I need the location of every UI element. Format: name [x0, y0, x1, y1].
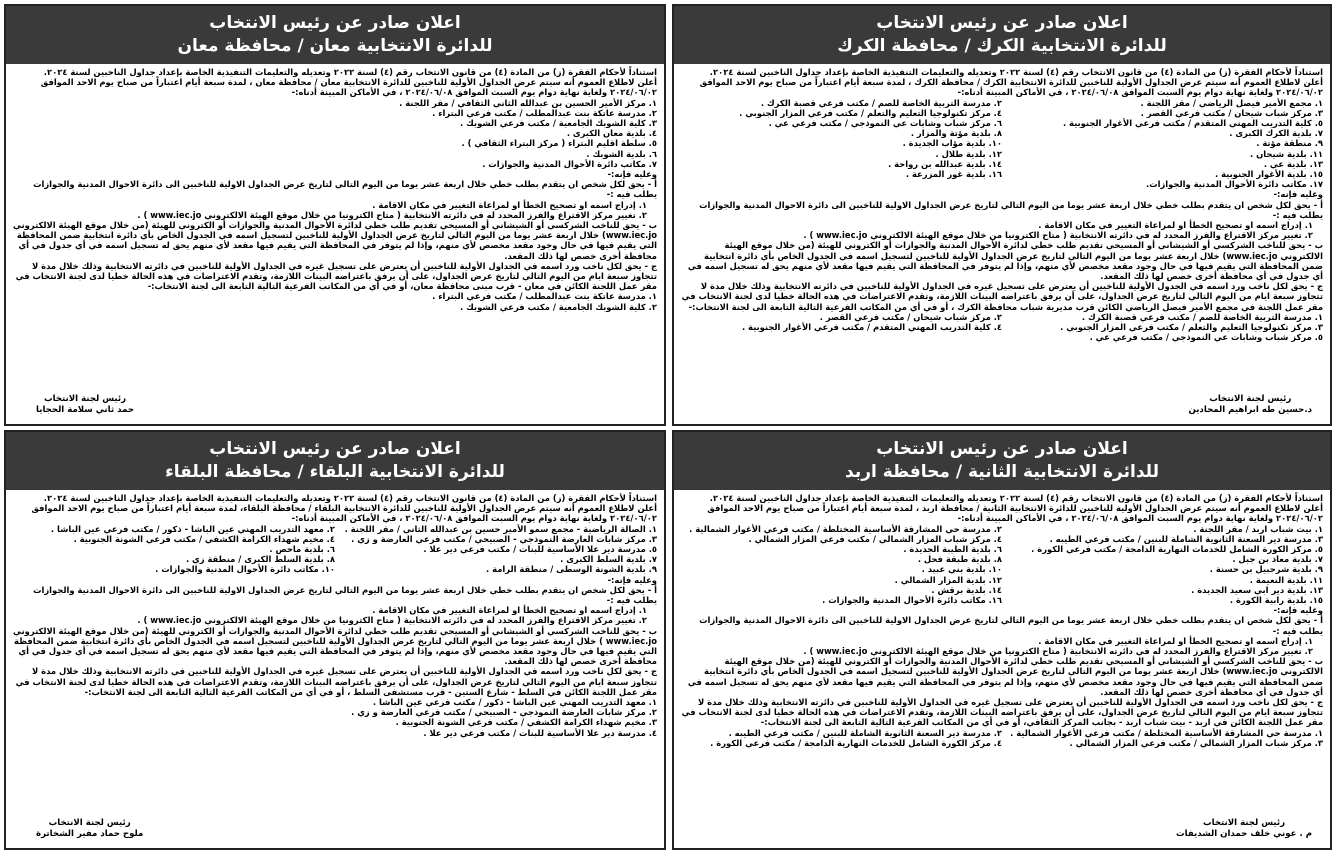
list-item: ١٥. بلدية رابية الكورة .	[1229, 595, 1323, 606]
list-item: ٣. مركز شابات العارضة النموذجي - الصبيحي / مكتب فرعي العارضة و زي .	[351, 533, 657, 544]
list-item: ١٠. بلدية بني عبيد .	[921, 564, 1002, 575]
intro-text: استناداً لأحكام الفقرة (ز) من المادة (٤) من قانون الانتخاب رقم (٤) لسنة ٢٠٢٢ وتعديله والتعليمات التنفيذية الخاصة بإعداد جداول الناخبين لسنة ٢٠٢٤.	[709, 67, 1323, 77]
paragraph-a2: ٢. تغيير مركز الاقتراع والفرز المحدد له في دائرته الانتخابية ( متاح الكترونيا من خلال موقع الهيئة الالكتروني www.iec.jo ) .	[137, 615, 647, 626]
notice-body	[674, 64, 1330, 342]
list-item: ٥. مركز الكورة الشامل للخدمات النهارية الدامجة / مكتب فرعي الكورة .	[1031, 544, 1323, 555]
paragraph-a2: ٢. تغيير مركز الاقتراع والفرز المحدد له في دائرته الانتخابية ( متاح الكترونيا من خلال موقع الهيئة الالكتروني www.iec.jo ) .	[803, 646, 1313, 657]
notice-title: اعلان صادر عن رئيس الانتخاب	[876, 13, 1128, 33]
list-item: ١٠. مكاتب دائرة الأحوال المدنية والجوازات .	[155, 564, 335, 575]
places-list	[681, 98, 1323, 190]
rights-heading: وعليه فإنه:-	[1273, 605, 1323, 616]
list-item: ٢. مدرسة التربية الخاصة للصم / مكتب فرعي قصبة الكرك .	[760, 97, 1002, 108]
list-item: ٢. مركز شابات العارضة النموذجي - الصبيحي / مكتب فرعي العارضة و زي .	[351, 707, 657, 718]
paragraph-b: ب - يحق للناخب الشركسي أو الشيشاني أو المسيحي تقديم طلب خطي لدائرة الأحوال المدنية والجوازات أو الكتروني للهيئة (من خلال موقع الهيئة الالكتروني www.iec.jo ) خلال اربعة عشر يوما من اليوم التالي لتاريخ عرض الجداول الأولية للناخبين لتسجيل اسمه في الجدول الخاص بأي دائرة انتخابية ضمن المحافظة التي يقيم فيها في حال وجود مقعد مخصص لأي منهم، وإذا لم يتوفر في المحافظة التي يقيم فيها مقعد لأي منهم يحق له تسجيل اسمه في أي جدول في أي محافظة أخرى خصص لها ذلك المقعد.	[13, 625, 657, 667]
list-item: ٥. مدرسة دير علا الأساسية للبنات / مكتب فرعي دير علا .	[423, 544, 657, 555]
list-item: ١. مدرسة عاتكة بنت عبدالمطلب / مكتب فرعي البتراء .	[432, 291, 657, 302]
paragraph-b: ب - يحق للناخب الشركسي أو الشيشاني أو المسيحي تقديم طلب خطي لدائرة الأحوال المدنية والجوازات أو الكتروني للهيئة (من خلال موقع الهيئة الالكتروني www.iec.jo) خلال اربعة عشر يوما من اليوم التالي لتاريخ عرض الجداول الأولية للناخبين لتسجيل اسمه في الجدول الخاص بأي دائرة انتخابية ضمن المحافظة التي يقيم فيها في حال وجود مقعد مخصص لأي منهم، وإذا لم يتوفر في المحافظة التي يقيم فيها مقعد لأي منهم يحق له تسجيل اسمه في أي جدول في أي محافظة أخرى خصص لها ذلك المقعد.	[687, 656, 1323, 697]
notice-subtitle: للدائرة الانتخابية الثانية / محافظة اربد	[845, 462, 1159, 482]
list-item: ١. مدرسة التربية الخاصة للصم / مكتب فرعي قصبة الكرك .	[1081, 311, 1323, 322]
notice-subtitle: للدائرة الانتخابية البلقاء / محافظة البلقاء	[165, 462, 505, 482]
offices-list	[681, 728, 1323, 748]
notice-title: اعلان صادر عن رئيس الانتخاب	[876, 439, 1128, 459]
notice-irbid	[672, 430, 1332, 850]
paragraph-a: أ - يحق لكل شخص ان يتقدم بطلب خطي خلال اربعة عشر يوما من اليوم التالي لتاريخ عرض الجداول الاولية للناخبين الى دائرة الاحوال المدنية والجوازات يطلب فيه :-	[699, 615, 1323, 636]
places-list	[13, 98, 657, 169]
rights-heading: وعليه فإنه:-	[607, 574, 657, 585]
rights-heading: وعليه فإنه:-	[1273, 189, 1323, 200]
places-list	[681, 524, 1323, 606]
signature-block	[1188, 394, 1312, 416]
list-item: ٢. مركز شباب شيحان / مكتب فرعي القصر .	[819, 311, 1002, 322]
list-item: ٣. مركز شباب المزار الشمالي / مكتب فرعي المزار الشمالي .	[1069, 737, 1323, 748]
list-item: ١١. بلدية شيحان .	[1250, 148, 1323, 159]
notice-karak	[672, 4, 1332, 426]
list-item: ١٧. مكاتب دائرة الأحوال المدنية والجوازات.	[1146, 179, 1323, 190]
list-item: ٣. مخيم شهداء الكرامة الكشفي / مكتب فرعي الشونة الجنوبية .	[395, 717, 657, 728]
paragraph-a1: ١. إدراج اسمه او تصحيح الخطأ او لمراعاة التغيير في مكان الاقامة .	[372, 199, 647, 210]
notice-body	[674, 490, 1330, 748]
notice-subtitle: للدائرة الانتخابية معان / محافظة معان	[177, 36, 493, 56]
list-item: ٢. كلية الشوبك الجامعية / مكتب فرعي الشوبك .	[460, 301, 657, 312]
notice-title: اعلان صادر عن رئيس الانتخاب	[209, 13, 461, 33]
list-item: ١. بيت شباب اربد / مقر اللجنة .	[1193, 523, 1323, 534]
signature-name: م . عوني خلف حمدان الشديفات	[1176, 829, 1312, 839]
list-item: ١١. بلدية النعيمة .	[1249, 574, 1323, 585]
places-list	[13, 524, 657, 575]
paragraph-c: ج - يحق لكل ناخب ورد اسمه في الجدول الأولية للناخبين أن يعترض على تسجيل غيره في الجداول الأولية للناخبين في دائرته الانتخابية وذلك خلال مدة لا تتجاوز سبعة ايام من اليوم التالي لتاريخ عرض الجداول، على أن يرفق باعتراضه البينات اللازمة، وتقدم الاعتراضات في هذه الحالة خطيا لدى لجنة الانتخاب في مقر عمل اللجنة في مجمع الأمير فيصل الرياضي الكائن قرب مديرية شباب محافظة الكرك ، أو في أي من المكاتب الفرعية التالية التابعة الى لجنة الانتخاب:-	[681, 281, 1323, 312]
list-item: ٤. مركز شباب المزار الشمالي / مكتب فرعي المزار الشمالي .	[748, 533, 1002, 544]
intro-text: استناداً لأحكام الفقرة (ز) من المادة (٤) من قانون الانتخاب رقم (٤) لسنة ٢٠٢٢ وتعديله والتعليمات التنفيذية الخاصة بإعداد جداول الناخبين لسنة ٢٠٢٤.	[709, 493, 1323, 503]
paragraph-c: ج - يحق لكل ناخب ورد اسمه في الجداول الأولية للناخبين أن يعترض على تسجيل غيره في الجداول الأولية للناخبين في دائرته الانتخابية وذلك خلال مدة لا تتجاوز سبعة ايام من اليوم التالي لتاريخ عرض الجداول، على أن يرفق باعتراضه البينات اللازمة، وتقدم الاعتراضات في هذه الحالة خطيا لدى لجنة الانتخاب في مقر عمل اللجنة الكائن في السلط - شارع الستين - قرب مستشفى السلط ، أو في أي من المكاتب الفرعية التالية التابعة الى لجنة الانتخاب:-	[15, 666, 657, 697]
notice-header	[6, 6, 664, 64]
list-item: ٧. بلدية معاذ بن جبل .	[1232, 554, 1323, 565]
list-item: ١. مجمع الأمير فيصل الرياضي / مقر اللجنة .	[1140, 97, 1323, 108]
list-item: ٦. بلدية ماحص .	[269, 544, 335, 555]
offices-list	[13, 291, 657, 311]
list-item: ٤. مركز تكنولوجيا التعليم والتعلم / مكتب فرعي المزار الجنوبي .	[739, 107, 1002, 118]
notice-maan	[4, 4, 666, 426]
list-item: ٧. بلدية السلط الكبرى .	[560, 554, 657, 565]
offices-list	[681, 312, 1323, 343]
notice-body	[6, 64, 664, 312]
list-item: ٥. مركز شباب وشابات عي النموذجي / مكتب فرعي عي .	[1089, 332, 1323, 343]
list-item: ٦. بلدية الطيبة الجديدة .	[903, 544, 1002, 555]
list-item: ٢. مدرسة حي المشارقة الأساسية المختلطة / مكتب فرعي الأغوار الشمالية .	[689, 523, 1002, 534]
signature-name: د.حسين طه ابراهيم المحادين	[1188, 405, 1312, 415]
list-item: ٣. مركز تكنولوجيا التعليم والتعلم / مكتب فرعي المزار الجنوبي .	[1060, 322, 1323, 333]
list-item: ٢. معهد التدريب المهني عين الباشا - ذكور / مكتب فرعي عين الباشا .	[50, 523, 335, 534]
list-item: ٢. مدرسة دير السعنة الثانوية الشاملة للبنين / مكتب فرعي الطيبه .	[728, 727, 1002, 738]
rights-heading: وعليه فإنه:-	[607, 169, 657, 180]
list-item: ٣. كلية الشوبك الجامعية / مكتب فرعي الشوبك .	[460, 118, 657, 129]
signature-block	[1176, 818, 1312, 840]
list-item: ١٠. بلدية مؤاب الجديدة .	[902, 138, 1002, 149]
intro-text: استناداً لأحكام الفقرة (ز) من المادة (٤) من قانون الانتخاب رقم (٤) لسنة ٢٠٢٢ وتعديله والتعليمات التنفيذية الخاصة بإعداد جداول الناخبين لسنة ٢٠٢٤.	[43, 67, 657, 77]
signature-block	[36, 394, 134, 416]
signature-name: ملوح حماد مفير الشخاترة	[36, 829, 144, 839]
list-item: ١٤. بلدية برقش .	[931, 584, 1002, 595]
paragraph-a1: ١. إدراج اسمه او تصحيح الخطأ او لمراعاة التغيير في مكان الاقامة .	[1038, 635, 1313, 646]
list-item: ٤. مركز الكورة الشامل للخدمات النهارية الدامجة / مكتب فرعي الكورة .	[710, 737, 1002, 748]
announce-text: أعلن لاطلاع العموم أنه سيتم عرض الجداول الأولية للناخبين للدائرة الانتخابية معان / محافظة معان ، لمدة سبعة أيام اعتباراً من صباح يوم الاحد الموافق ٢٠٢٤/٠٦/٠٢ ولغاية نهاية دوام يوم السبت الموافق ٢٠٢٤/٠٦/٠٨ ، في الأماكن المبينة أدناه:-	[40, 77, 657, 98]
announce-text: أعلن لاطلاع العموم أنه سيتم عرض الجداول الأولية للناخبين للدائرة الانتخابية الثانية / محافظة اربد ، لمدة سبعة أيام اعتباراً من صباح يوم الاحد الموافق ٢٠٢٤/٠٦/٠٢ ولغاية نهاية دوام يوم السبت الموافق ٢٠٢٤/٠٦/٠٨ ، في الأماكن المبينة أدناه:-	[707, 503, 1323, 524]
list-item: ٥. كلية التدريب المهني المتقدم / مكتب فرعي الأغوار الجنوبية .	[1062, 118, 1323, 129]
intro-text: استناداً لأحكام الفقرة (ز) من المادة (٤) من قانون الانتخاب رقم (٤) لسنة ٢٠٢٢ وتعديله والتعليمات التنفيذية الخاصة بإعداد جداول الناخبين لسنة ٢٠٢٤.	[43, 493, 657, 503]
list-item: ١٣. بلدية دير ابي سعيد الجديدة .	[1191, 584, 1323, 595]
list-item: ٤. مدرسة دير علا الأساسية للبنات / مكتب فرعي دير علا .	[423, 727, 657, 738]
list-item: ٧. بلدية الكرك الكبرى .	[1229, 128, 1323, 139]
paragraph-a: أ - يحق لكل شخص ان يتقدم بطلب خطي خلال اربعة عشر يوما من اليوم التالي لتاريخ عرض الجداول الاولية للناخبين الى دائرة الاحوال المدنية والجوازات يطلب فيه :-	[33, 179, 657, 200]
list-item: ١٤. بلدية عبدالله بن رواحة .	[888, 158, 1002, 169]
list-item: ١٢. بلدية المزار الشمالي .	[894, 574, 1002, 585]
list-item: ١٥. بلدية الأغوار الجنوبية .	[1214, 169, 1323, 180]
notice-body	[6, 490, 664, 738]
list-item: ٤. بلدية معان الكبرى .	[566, 128, 657, 139]
announce-text: أعلن لاطلاع العموم أنه سيتم عرض الجداول الأولية للناخبين للدائرة الانتخابية الكرك / محافظة الكرك ، لمدة سبعة أيام اعتباراً من صباح يوم الاحد الموافق ٢٠٢٤/٠٦/٠٢ ولغاية نهاية دوام يوم السبت الموافق ٢٠٢٤/٠٦/٠٨ ، في الأماكن المبينة أدناه:-	[699, 77, 1323, 98]
paragraph-b: ب - يحق للناخب الشركسي أو الشيشاني أو المسيحي تقديم طلب خطي لدائرة الأحوال المدنية والجوازات أو الكتروني للهيئة (من خلال موقع الهيئة الالكتروني www.iec.jo) خلال اربعة عشر يوما من اليوم التالي لتاريخ عرض الجداول الأولية للناخبين لتسجيل اسمه في الجدول الخاص بأي دائرة انتخابية ضمن المحافظة التي يقيم فيها في حال وجود مقعد مخصص لأي منهم، وإذا لم يتوفر في المحافظة التي يقيم فيها مقعد لأي منهم يحق له تسجيل اسمه في أي جدول في أي محافظة أخرى خصص لها ذلك المقعد.	[13, 220, 657, 261]
paragraph-a: أ - يحق لكل شخص ان يتقدم بطلب خطي خلال اربعة عشر يوما من اليوم التالي لتاريخ عرض الجداول الاولية للناخبين الى دائرة الاحوال المدنية والجوازات يطلب فيه :-	[699, 199, 1323, 220]
notice-balqa	[4, 430, 666, 850]
signature-name: حمد ثاني سلامة الحجايا	[36, 405, 135, 415]
list-item: ٨. بلدية السلط الكبرى / منطقة زي .	[185, 554, 335, 565]
list-item: ٣. مركز شباب شيحان / مكتب فرعي القصر .	[1140, 107, 1323, 118]
list-item: ١. معهد التدريب المهني عين الباشا - ذكور / مكتب فرعي عين الباشا .	[372, 697, 657, 708]
signature-title: رئيس لجنة الانتخاب	[1209, 394, 1292, 404]
list-item: ٨. بلدية مؤتة والمزار .	[910, 128, 1002, 139]
list-item: ٣. مدرسة دير السعنة الثانوية الشاملة للبنين / مكتب فرعي الطيبه .	[1049, 533, 1323, 544]
paragraph-a2: ٢. تغيير مركز الاقتراع والفرز المحدد له في دائرته الانتخابية ( متاح الكترونيا من خلال موقع الهيئة الالكتروني www.iec.jo ) .	[803, 230, 1313, 241]
list-item: ١. الصالة الرياضية - مجمع سمو الأمير حسين بن عبدالله الثاني / مقر اللجنة .	[344, 523, 657, 534]
list-item: ١٦. مكاتب دائرة الأحوال المدنية والجوازات .	[822, 595, 1002, 606]
list-item: ٦. بلدية الشوبك .	[586, 148, 657, 159]
list-item: ١٦. بلدية غور المزرعة .	[905, 169, 1002, 180]
list-item: ١٣. بلدية عي .	[1263, 158, 1323, 169]
signature-title: رئيس لجنة الانتخاب	[43, 394, 127, 404]
list-item: ١. مدرسة حي المشارقة الأساسية المختلطة / مكتب فرعي الأغوار الشمالية .	[1010, 727, 1323, 738]
list-item: ٥. سلطة اقليم البتراء ( مركز البتراء الثقافي ) .	[461, 138, 657, 149]
offices-list	[13, 697, 657, 738]
paragraph-a1: ١. إدراج اسمه او تصحيح الخطأ او لمراعاة التغيير في مكان الاقامة .	[372, 605, 647, 616]
list-item: ٨. بلدية طبقة فحل .	[917, 554, 1002, 565]
notice-title: اعلان صادر عن رئيس الانتخاب	[209, 439, 461, 459]
signature-title: رئيس لجنة الانتخاب	[48, 818, 131, 828]
list-item: ١٢. بلدية طلال .	[935, 148, 1002, 159]
paragraph-a1: ١. إدراج اسمه او تصحيح الخطأ او لمراعاة التغيير في مكان الاقامة .	[1038, 220, 1313, 231]
signature-title: رئيس لجنة الانتخاب	[1202, 818, 1286, 828]
list-item: ٤. كلية التدريب المهني المتقدم / مكتب فرعي الأغوار الجنوبية .	[741, 322, 1002, 333]
notice-header	[674, 6, 1330, 64]
paragraph-c: ج - يحق لكل ناخب ورد اسمه في الجداول الأولية للناخبين أن يعترض على تسجيل غيره في الجداول الأولية للناخبين في دائرته الانتخابية وذلك خلال مدة لا تتجاوز سبعة ايام من اليوم التالي لتاريخ عرض الجداول، على أن يرفق باعتراضه البينات اللازمة، وتقدم الاعتراضات في هذه الحالة خطيا لدى لجنة الانتخاب في مقر عمل اللجنة الكائن في اربد - بيت شباب اربد - بجانب المركز الثقافي، أو في أي من المكاتب الفرعية التالية التابعة الى لجنة الانتخاب:-	[681, 697, 1323, 728]
paragraph-a2: ٢. تغيير مركز الاقتراع والفرز المحدد له في دائرته الانتخابية ( متاح الكترونيا من خلال موقع الهيئة الالكتروني www.iec.jo ) .	[137, 209, 647, 220]
paragraph-a: أ - يحق لكل شخص ان يتقدم بطلب خطي خلال اربعة عشر يوما من اليوم التالي لتاريخ عرض الجداول الاولية للناخبين الى دائرة الاحوال المدنية والجوازات يطلب فيه :-	[33, 584, 657, 606]
signature-block	[36, 818, 143, 840]
notice-header	[6, 432, 664, 490]
list-item: ٩. بلدية الشونة الوسطى / منطقة الرامة .	[486, 564, 657, 575]
notice-subtitle: للدائرة الانتخابية الكرك / محافظة الكرك	[837, 36, 1167, 56]
paragraph-b: ب - يحق للناخب الشركسي أو الشيشاني أو المسيحي تقديم طلب خطي لدائرة الأحوال المدنية والجوازات أو الكتروني للهيئة (من خلال موقع الهيئة الالكتروني www.iec.jo) خلال اربعة عشر يوما من اليوم التالي لتاريخ عرض الجداول الأولية للناخبين لتسجيل اسمه في الجدول الخاص بأي دائرة انتخابية ضمن المحافظة التي يقيم فيها في حال وجود مقعد مخصص لأي منهم، وإذا لم يتوفر في المحافظة التي يقيم فيها مقعد لأي منهم يحق له تسجيل اسمه في أي جدول في أي محافظة أخرى خصص لها ذلك المقعد.	[687, 240, 1323, 282]
paragraph-c: ج - يحق لكل ناخب ورد اسمه في الجداول الأولية للناخبين أن يعترض على تسجيل غيره في الجداول الأولية للناخبين في دائرته الانتخابية وذلك خلال مدة لا تتجاوز سبعة ايام من اليوم التالي لتاريخ عرض الجداول، على أن يرفق باعتراضه البينات اللازمة، وتقدم الاعتراضات في هذه الحالة خطيا لدى لجنة الانتخاب في مقر عمل اللجنة الكائن في معان - قرب مبنى محافظة معان، أو في أي من المكاتب الفرعية التالية التابعة الى لجنة الانتخاب:-	[15, 260, 657, 292]
list-item: ١. مركز الأمير الحسين بن عبدالله الثاني الثقافي / مقر اللجنة .	[399, 97, 657, 108]
announce-text: أعلن لاطلاع العموم أنه سيتم عرض الجداول الأولية للناخبين للدائرة الانتخابية البلقاء / محافظة البلقاء، لمدة سبعة أيام اعتباراً من صباح يوم الاحد الموافق ٢٠٢٤/٠٦/٠٢ ولغاية نهاية دوام يوم السبت الموافق ٢٠٢٤/٠٦/٠٨ ، في الأماكن المبينة أدناه:-	[31, 503, 657, 524]
list-item: ٧. مكاتب دائرة الأحوال المدنية والجوازات .	[482, 158, 657, 169]
list-item: ٩. بلدية شرحبيل بن حسنة .	[1209, 564, 1323, 575]
notice-header	[674, 432, 1330, 490]
list-item: ٤. مخيم شهداء الكرامة الكشفي / مكتب فرعي الشونة الجنوبية .	[73, 533, 335, 544]
list-item: ٢. مدرسة عاتكة بنت عبدالمطلب / مكتب فرعي البتراء .	[432, 107, 657, 118]
list-item: ٦. مركز شباب وشابات عي النموذجي / مكتب فرعي عي .	[768, 118, 1002, 129]
list-item: ٩. منطقة مؤتة .	[1256, 138, 1323, 149]
